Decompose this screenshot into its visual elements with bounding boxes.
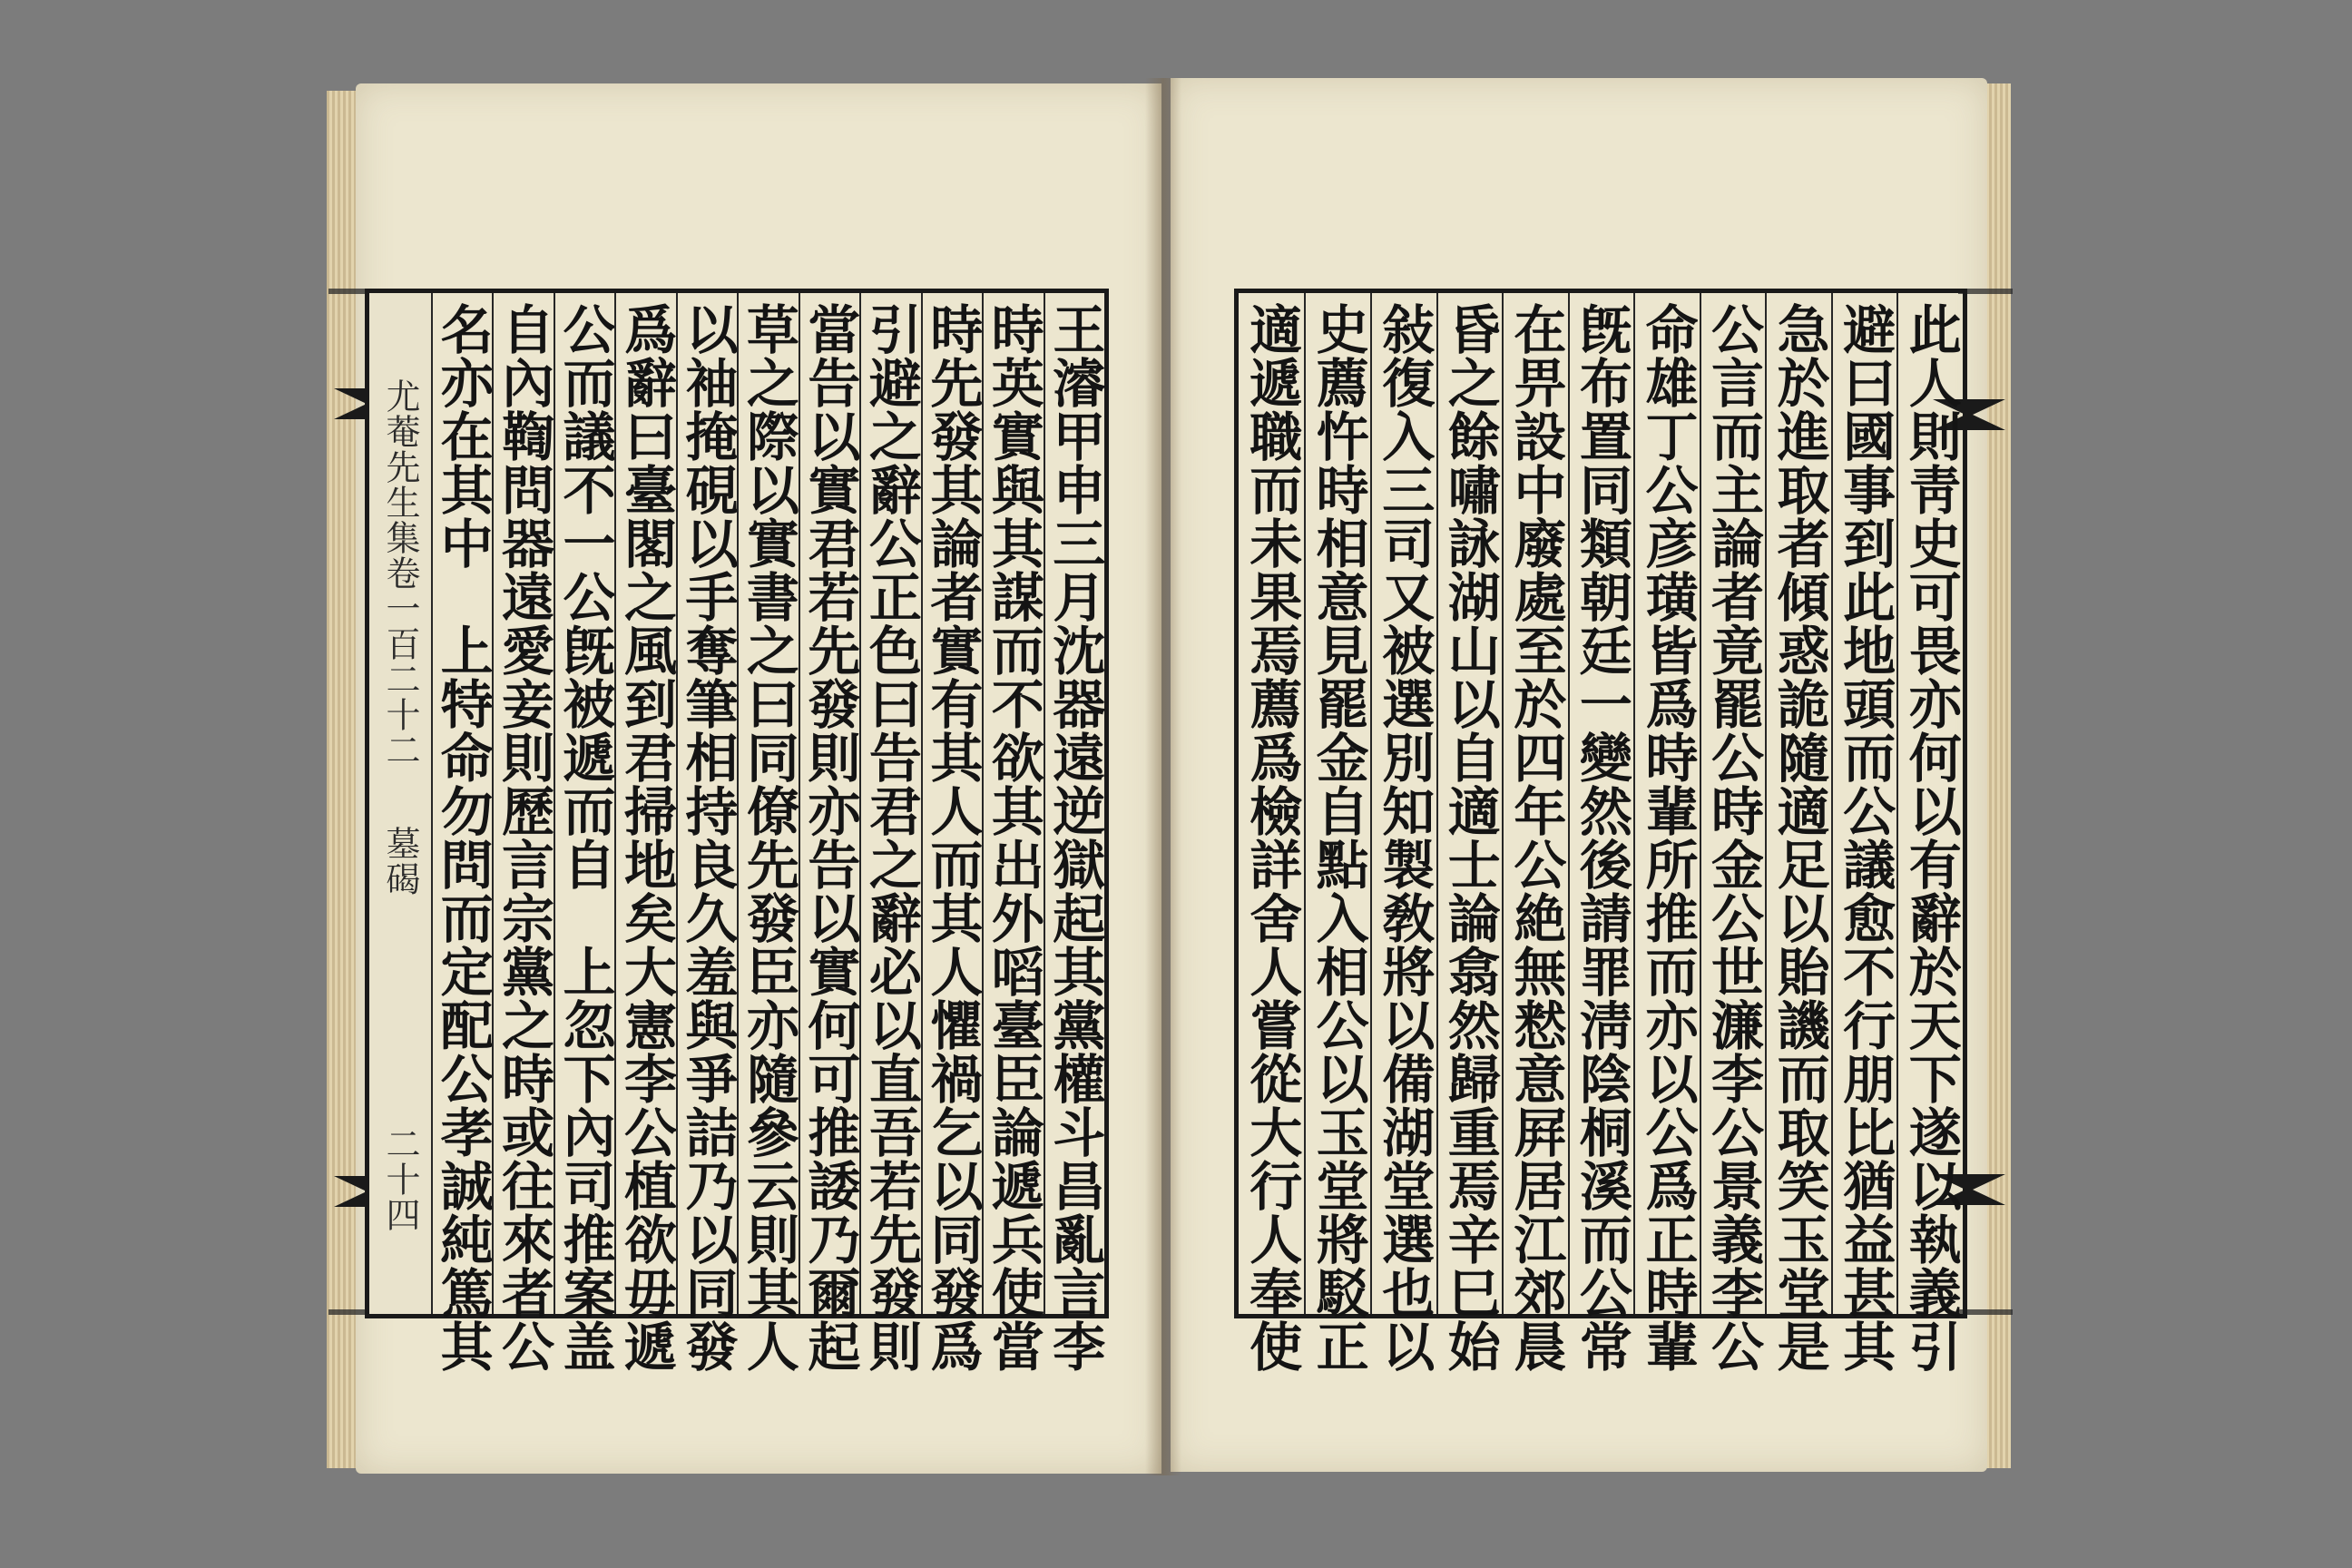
text-column [1633, 293, 1700, 1373]
column-text: 在畀設中廢處至於四年公絶無慭意屛居江郊晨 [1504, 302, 1567, 1373]
column-text: 公而議不一公旣被遞而自 上忽下內司推案盖 [554, 302, 616, 1373]
column-text: 王濬甲申三月沈器遠逆獄起其黨權斗昌亂言李 [1044, 302, 1106, 1373]
text-column [492, 293, 555, 1373]
column-text: 公言而主論者竟罷公時金公世濂李公景義李公 [1702, 302, 1765, 1373]
column-text: 適遞職而未果焉薦爲檢詳舍人嘗從大行人奉使 [1240, 302, 1303, 1373]
column-text: 此人則靑史可畏亦何以有辭於天下遂以執義引 [1899, 302, 1962, 1373]
column-text: 自內鞫問器遠愛妾則歷言宗黨之時或往來者公 [493, 302, 555, 1373]
text-column [554, 293, 616, 1373]
section-title: 墓碣 [379, 826, 420, 897]
column-text: 旣布置同類朝廷一變然後請罪淸陰桐溪而公常 [1570, 302, 1632, 1373]
column-text: 爲辭曰臺閣之風到君掃地矣大憲李公植欲毋遞 [614, 302, 677, 1373]
text-column [921, 293, 984, 1373]
text-column [859, 293, 922, 1373]
page-number: 二十四 [379, 1126, 420, 1232]
left-page-edge [327, 91, 358, 1468]
binding-thread [328, 1309, 368, 1315]
right-page-text-frame [1234, 289, 1967, 1373]
text-column [1831, 293, 1897, 1373]
text-column [1700, 293, 1766, 1373]
binding-thread [328, 289, 368, 294]
column-text: 命雄丁公彦璜皆爲時輩所推而亦以公爲正時輩 [1636, 302, 1699, 1373]
text-column [1896, 293, 1963, 1373]
column-text: 引避之辭公正色曰告君之辭必以直吾若先發則 [859, 302, 922, 1373]
column-text: 時英實與其謀而不欲其出外㗖臺臣論遞兵使當 [982, 302, 1044, 1373]
column-text: 名亦在其中 上特命勿問而定配公孝誠純篤其 [431, 302, 494, 1373]
text-column [799, 293, 861, 1373]
text-column [1765, 293, 1831, 1373]
book-gutter [1145, 78, 1181, 1475]
text-column [737, 293, 799, 1373]
column-text: 避曰國事到此地頭而公議愈不行朋比猶益甚其 [1834, 302, 1896, 1373]
left-page-text-frame [365, 289, 1109, 1373]
column-text: 急於進取者傾惑詭隨適足以貽譏而取笑玉堂是 [1768, 302, 1830, 1373]
text-column [614, 293, 677, 1373]
column-text: 史薦忤時相意見罷金自點入相公以玉堂將駁正 [1307, 302, 1369, 1373]
column-text: 草之際以實書之曰同僚先發臣亦隨參云則其人 [737, 302, 799, 1373]
text-column [1239, 293, 1304, 1373]
text-column [1436, 293, 1503, 1373]
text-column [1304, 293, 1370, 1373]
column-text: 以袖掩硯以手奪筆相持良久羞與爭詰乃以同發 [676, 302, 739, 1373]
column-text: 敍復入三司又被選別知製敎將以備湖堂選也以 [1373, 302, 1436, 1373]
text-column [431, 293, 494, 1373]
column-text: 當告以實君若先發則亦告以實何可推諉乃爾起 [799, 302, 861, 1373]
text-column [1044, 293, 1106, 1373]
text-column [1568, 293, 1634, 1373]
volume-title: 尤菴先生集卷一百二十二 [379, 378, 420, 768]
text-column [1502, 293, 1568, 1373]
column-text: 昏之餘嘯詠湖山以自適士論翕然歸重焉辛巳始 [1438, 302, 1501, 1373]
banxin-column [369, 293, 431, 1314]
text-column [1370, 293, 1436, 1373]
text-column [982, 293, 1044, 1373]
text-column [676, 293, 739, 1373]
column-text: 時先發其論者實有其人而其人懼禍乞以同發爲 [921, 302, 984, 1373]
